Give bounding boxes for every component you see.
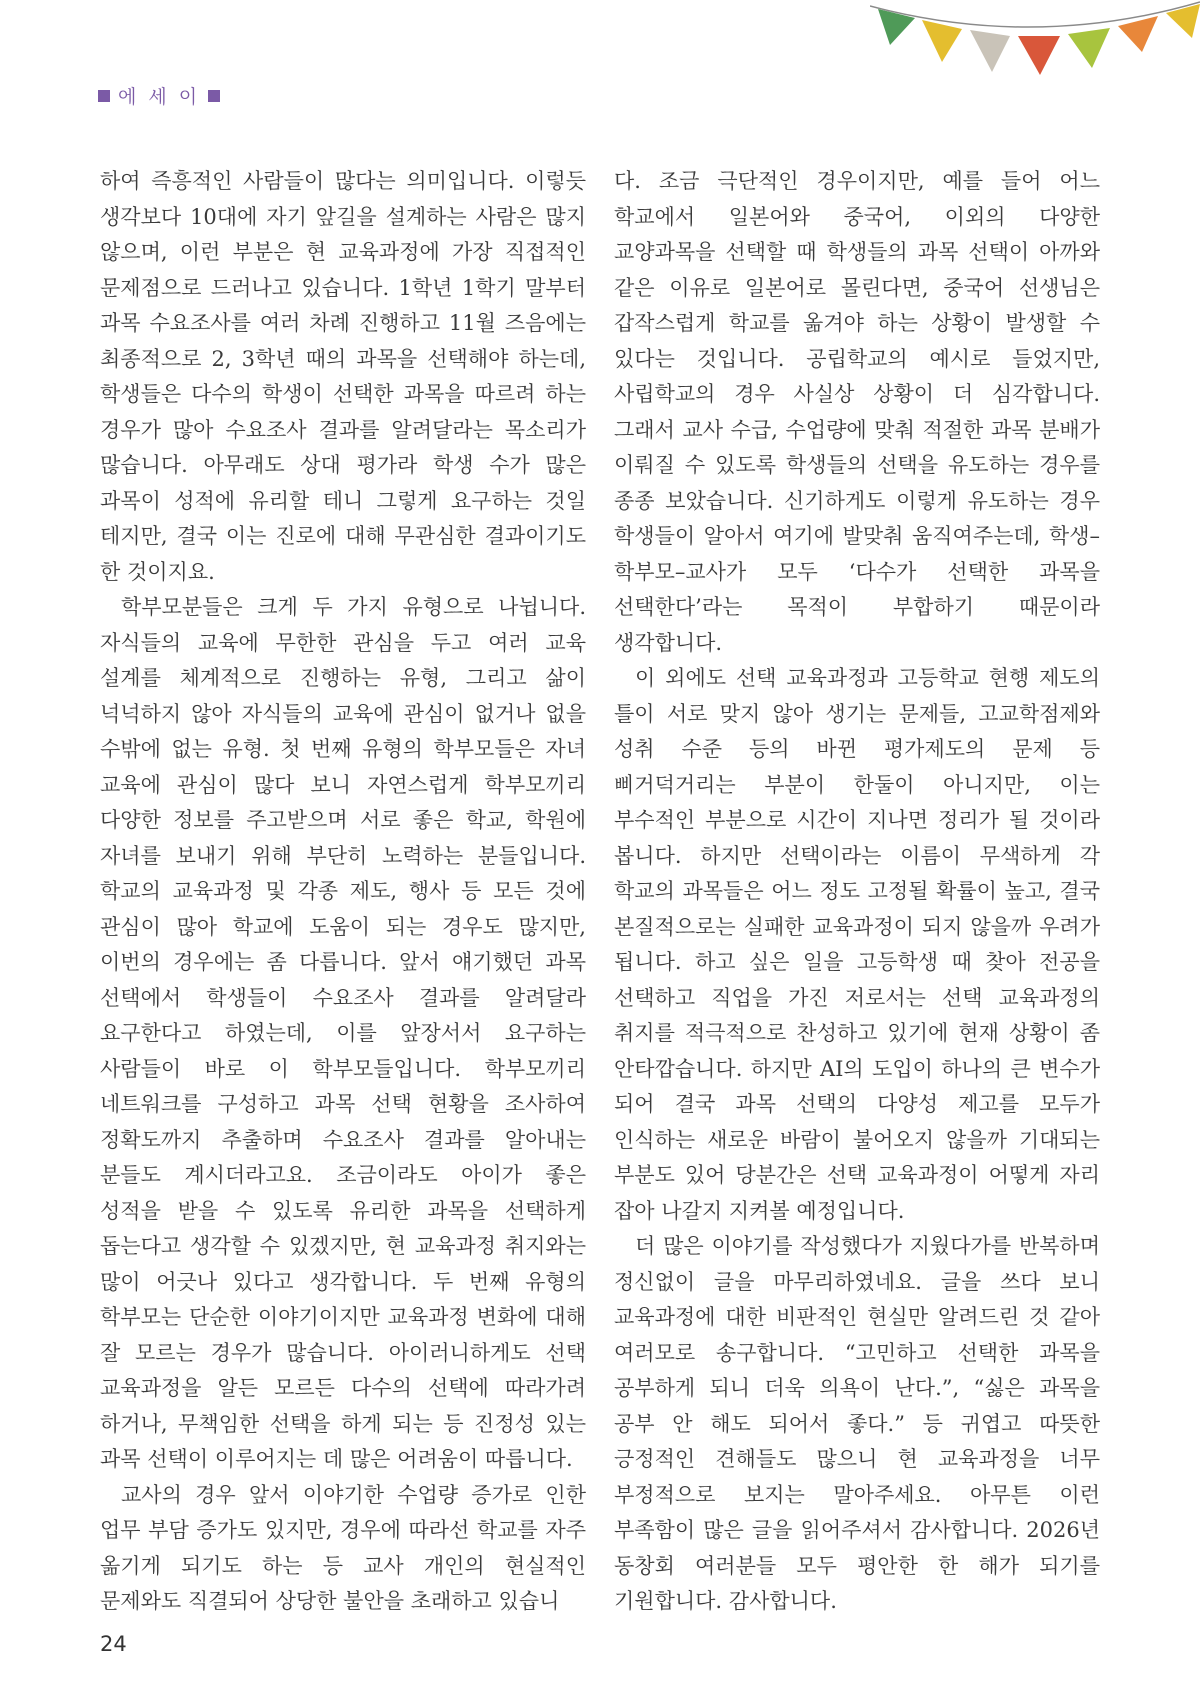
square-bullet-icon <box>208 90 220 102</box>
paragraph: 이 외에도 선택 교육과정과 고등학교 현행 제도의 틀이 서로 맞지 않아 생기는 문제들, 고교학점제와 성취 수준 등의 바뀐 평가제도의 문제 등 삐거덕거리는 부분이 한둘이 아니지만, 이는 부수적인 부분으로 시간이 지나면 정리가 될 것이라 봅니다. 하지만 선택이라는 이름이 무색하게 각 학교의 과목들은 어느 정도 고정될 확률이 높고, 결국 본질적으로는 실패한 교육과정이 되지 않을까 우려가 됩니다. 하고 싶은 일을 고등학생 때 찾아 전공을 선택하고 직업을 가진 저로서는 선택 교육과정의 취지를 적극적으로 찬성하고 있기에 현재 상황이 좀 안타깝습니다. 하지만 AI의 도입이 하나의 큰 변수가 되어 결국 과목 선택의 다양성 제고를 모두가 인식하는 새로운 바람이 불어오지 않을까 기대되는 부분도 있어 당분간은 선택 교육과정이 어떻게 자리 잡아 나갈지 지켜볼 예정입니다. <box>614 666 1100 1223</box>
bunting-flag <box>1118 16 1158 52</box>
section-label <box>98 82 220 109</box>
bunting-flag <box>922 20 962 62</box>
bunting-decoration <box>870 0 1200 95</box>
paragraph: 다. 조금 극단적인 경우이지만, 예를 들어 어느 학교에서 일본어와 중국어, 이외의 다양한 교양과목을 선택할 때 학생들의 과목 선택이 아까와 같은 이유로 일본어로 몰린다면, 중국어 선생님은 갑작스럽게 학교를 옮겨야 하는 상황이 발생할 수 있다는 것입니다. 공립학교의 예시로 들었지만, 사립학교의 경우 사실상 상황이 더 심각합니다. 그래서 교사 수급, 수업량에 맞춰 적절한 과목 분배가 이뤄질 수 있도록 학생들의 선택을 유도하는 경우를 종종 보았습니다. 신기하게도 이렇게 유도하는 경우 학생들이 알아서 여기에 발맞춰 움직여주는데, 학생–학부모–교사가 모두 ‘다수가 선택한 과목을 선택한다’라는 목적이 부합하기 때문이라 생각합니다. <box>614 169 1100 655</box>
bunting-flag <box>1068 28 1110 68</box>
paragraph: 학부모분들은 크게 두 가지 유형으로 나뉩니다. 자식들의 교육에 무한한 관심을 두고 여러 교육 설계를 체계적으로 진행하는 유형, 그리고 삶이 넉넉하지 않아 자식들의 교육에 관심이 없거나 없을 수밖에 없는 유형. 첫 번째 유형의 학부모들은 자녀 교육에 관심이 많다 보니 자연스럽게 학부모끼리 다양한 정보를 주고받으며 서로 좋은 학교, 학원에 자녀를 보내기 위해 부단히 노력하는 분들입니다. 학교의 교육과정 및 각종 제도, 행사 등 모든 것에 관심이 많아 학교에 도움이 되는 경우도 많지만, 이번의 경우에는 좀 다릅니다. 앞서 얘기했던 과목 선택에서 학생들이 수요조사 결과를 알려달라 요구한다고 하였는데, 이를 앞장서서 요구하는 사람들이 바로 이 학부모들입니다. 학부모끼리 네트워크를 구성하고 과목 선택 현황을 조사하여 정확도까지 추출하며 수요조사 결과를 알아내는 분들도 계시더라고요. 조금이라도 아이가 좋은 성적을 받을 수 있도록 유리한 과목을 선택하게 돕는다고 생각할 수 있겠지만, 현 교육과정 취지와는 많이 어긋나 있다고 생각합니다. 두 번째 유형의 학부모는 단순한 이야기이지만 교육과정 변화에 대해 잘 모르는 경우가 많습니다. 아이러니하게도 선택 교육과정을 알든 모르든 다수의 선택에 따라가려 하거나, 무책임한 선택을 하게 되는 등 진정성 있는 과목 선택이 이루어지는 데 많은 어려움이 따릅니다. <box>100 595 586 1471</box>
square-bullet-icon <box>98 90 110 102</box>
bunting-flag <box>1018 36 1060 75</box>
paragraph: 하여 즉흥적인 사람들이 많다는 의미입니다. 이렇듯 생각보다 10대에 자기 앞길을 설계하는 사람은 많지 않으며, 이런 부분은 현 교육과정에 가장 직접적인 문제점으로 드러나고 있습니다. 1학년 1학기 말부터 과목 수요조사를 여러 차례 진행하고 11월 즈음에는 최종적으로 2, 3학년 때의 과목을 선택해야 하는데, 학생들은 다수의 학생이 선택한 과목을 따르려 하는 경우가 많아 수요조사 결과를 알려달라는 목소리가 많습니다. 아무래도 상대 평가라 학생 수가 많은 과목이 성적에 유리할 테니 그렇게 요구하는 것일 테지만, 결국 이는 진로에 대해 무관심한 결과이기도 한 것이지요. <box>100 169 586 584</box>
bunting-flag <box>878 9 915 45</box>
section-label-text: 에 세 이 <box>118 86 201 108</box>
paragraph: 더 많은 이야기를 작성했다가 지웠다가를 반복하며 정신없이 글을 마무리하였네요. 글을 쓰다 보니 교육과정에 대한 비판적인 현실만 알려드린 것 같아 여러모로 송구합니다. “고민하고 선택한 과목을 공부하게 되니 더욱 의욕이 난다.”, “싫은 과목을 공부 안 해도 되어서 좋다.” 등 귀엽고 따뜻한 긍정적인 견해들도 많으니 현 교육과정을 너무 부정적으로 보지는 말아주세요. 아무튼 이런 부족함이 많은 글을 읽어주셔서 감사합니다. 2026년 동창회 여러분들 모두 평안한 한 해가 되기를 기원합니다. 감사합니다. <box>614 1234 1100 1613</box>
bunting-flag <box>970 30 1010 72</box>
article-left-column <box>100 164 586 1620</box>
article-right-column <box>614 164 1100 1620</box>
paragraph: 교사의 경우 앞서 이야기한 수업량 증가로 인한 업무 부담 증가도 있지만, 경우에 따라선 학교를 자주 옮기게 되기도 하는 등 교사 개인의 현실적인 문제와도 직결되어 상당한 불안을 초래하고 있습니 <box>100 1482 586 1613</box>
page-number: 24 <box>100 1632 127 1656</box>
